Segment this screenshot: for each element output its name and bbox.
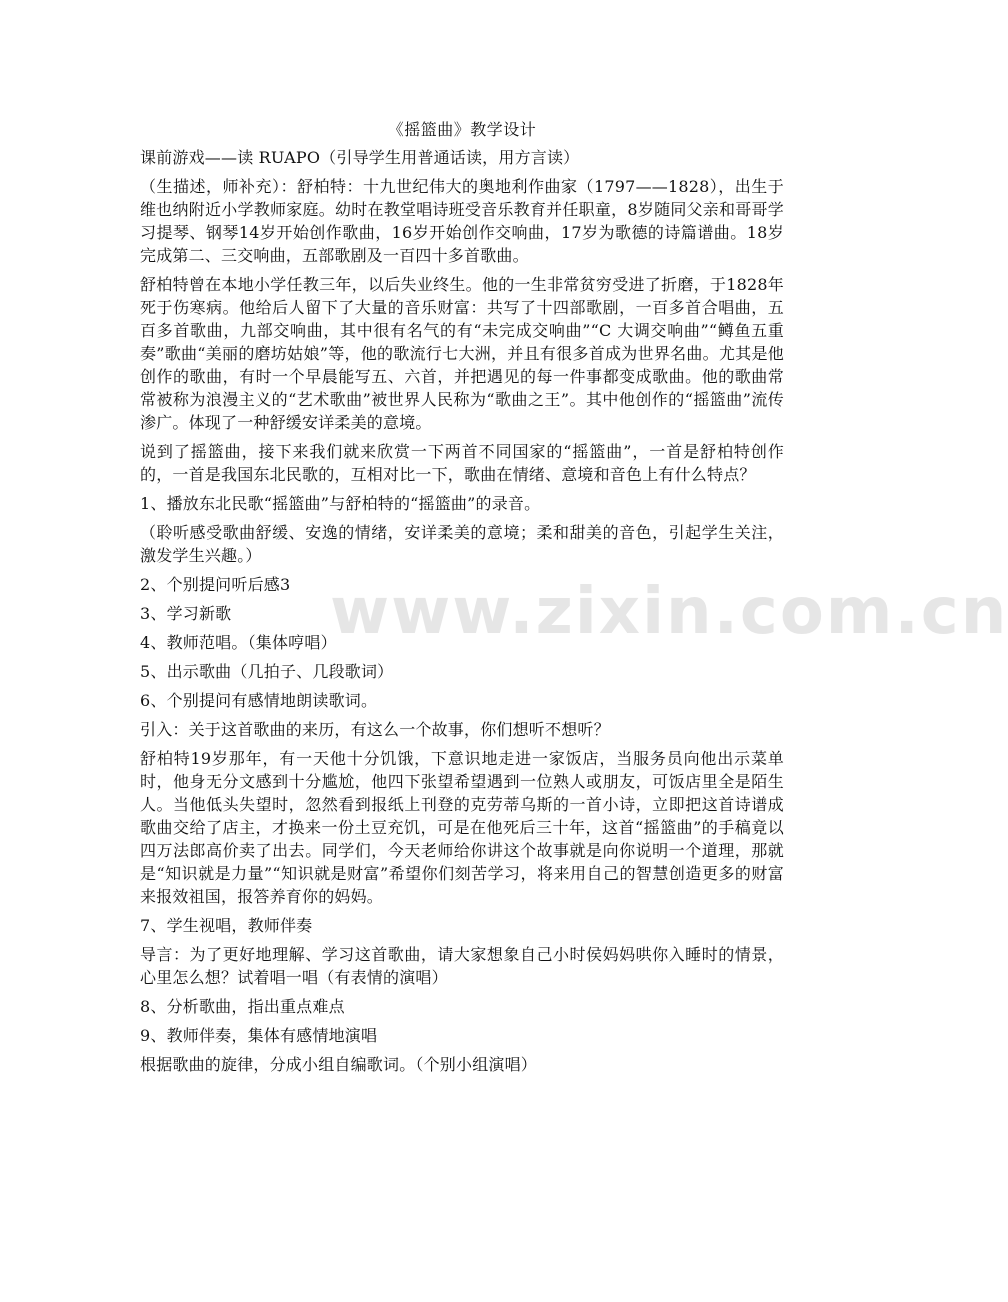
watermark-logo: www.zixin.com.cn bbox=[330, 575, 1008, 649]
paragraph: 舒柏特曾在本地小学任教三年，以后失业终生。他的一生非常贫穷受进了折磨，于1828年死于伤寒病。他给后人留下了大量的音乐财富：共写了十四部歌剧，一百多首合唱曲，五百多首歌曲，九部交响曲，其中很有名气的有“未完成交响曲”“C 大调交响曲”“鳟鱼五重奏”歌曲“美丽的磨坊姑娘”等，他的歌流行七大洲，并且有很多首成为世界名曲。尤其是他创作的歌曲，有时一个早晨能写五、六首，并把遇见的每一件事都变成歌曲。他的歌曲常常被称为浪漫主义的“艺术歌曲”被世界人民称为“歌曲之王”。其中他创作的“摇篮曲”流传渗广。体现了一种舒缓安详柔美的意境。 bbox=[140, 275, 784, 432]
paragraph: 1、播放东北民歌“摇篮曲”与舒柏特的“摇篮曲”的录音。 bbox=[140, 494, 541, 513]
document-title: 《摇篮曲》教学设计 bbox=[387, 120, 537, 139]
paragraph: 7、学生视唱，教师伴奏 bbox=[140, 916, 313, 935]
paragraph: 根据歌曲的旋律，分成小组自编歌词。（个别小组演唱） bbox=[140, 1055, 538, 1074]
paragraph: （生描述，师补充）：舒柏特：十九世纪伟大的奥地利作曲家（1797——1828），出生于维也纳附近小学教师家庭。幼时在教堂唱诗班受音乐教育并任职童，8岁随同父亲和哥哥学习提琴、钢琴14岁开始创作歌曲，16岁开始创作交响曲，17岁为歌德的诗篇谱曲。18岁完成第二、三交响曲，五部歌剧及一百四十多首歌曲。 bbox=[140, 177, 784, 265]
paragraph: 引入：关于这首歌曲的来历，有这么一个故事，你们想听不想听？ bbox=[140, 720, 610, 739]
paragraph: 3、学习新歌 bbox=[140, 604, 232, 623]
paragraph: 9、教师伴奏，集体有感情地演唱 bbox=[140, 1026, 378, 1045]
paragraph: 8、分析歌曲，指出重点难点 bbox=[140, 997, 345, 1016]
paragraph: （聆听感受歌曲舒缓、安逸的情绪，安详柔美的意境；柔和甜美的音色，引起学生关注，激发学生兴趣。） bbox=[140, 523, 784, 565]
paragraph: 2、个别提问听后感3 bbox=[140, 575, 291, 594]
paragraph: 导言：为了更好地理解、学习这首歌曲，请大家想象自己小时侯妈妈哄你入睡时的情景，心里怎么想？试着唱一唱（有表情的演唱） bbox=[140, 945, 784, 987]
paragraph: 说到了摇篮曲，接下来我们就来欣赏一下两首不同国家的“摇篮曲”，一首是舒柏特创作的，一首是我国东北民歌的，互相对比一下，歌曲在情绪、意境和音色上有什么特点？ bbox=[140, 442, 784, 484]
paragraph: 课前游戏——读 RUAPO（引导学生用普通话读，用方言读） bbox=[140, 148, 580, 167]
document-body bbox=[140, 146, 784, 1076]
paragraph: 5、出示歌曲（几拍子、几段歌词） bbox=[140, 662, 394, 681]
paragraph: 6、个别提问有感情地朗读歌词。 bbox=[140, 691, 378, 710]
document-page bbox=[140, 118, 784, 1082]
paragraph: 4、教师范唱。（集体哼唱） bbox=[140, 633, 337, 652]
paragraph: 舒柏特19岁那年，有一天他十分饥饿，下意识地走进一家饭店，当服务员向他出示菜单时，他身无分文感到十分尴尬，他四下张望希望遇到一位熟人或朋友，可饭店里全是陌生人。当他低头失望时，忽然看到报纸上刊登的克劳蒂乌斯的一首小诗，立即把这首诗谱成歌曲交给了店主，才换来一份土豆充饥，可是在他死后三十年，这首“摇篮曲”的手稿竟以四万法郎高价卖了出去。同学们，今天老师给你讲这个故事就是向你说明一个道理，那就是“知识就是力量”“知识就是财富”希望你们刻苦学习，将来用自己的智慧创造更多的财富来报效祖国，报答养育你的妈妈。 bbox=[140, 749, 784, 906]
